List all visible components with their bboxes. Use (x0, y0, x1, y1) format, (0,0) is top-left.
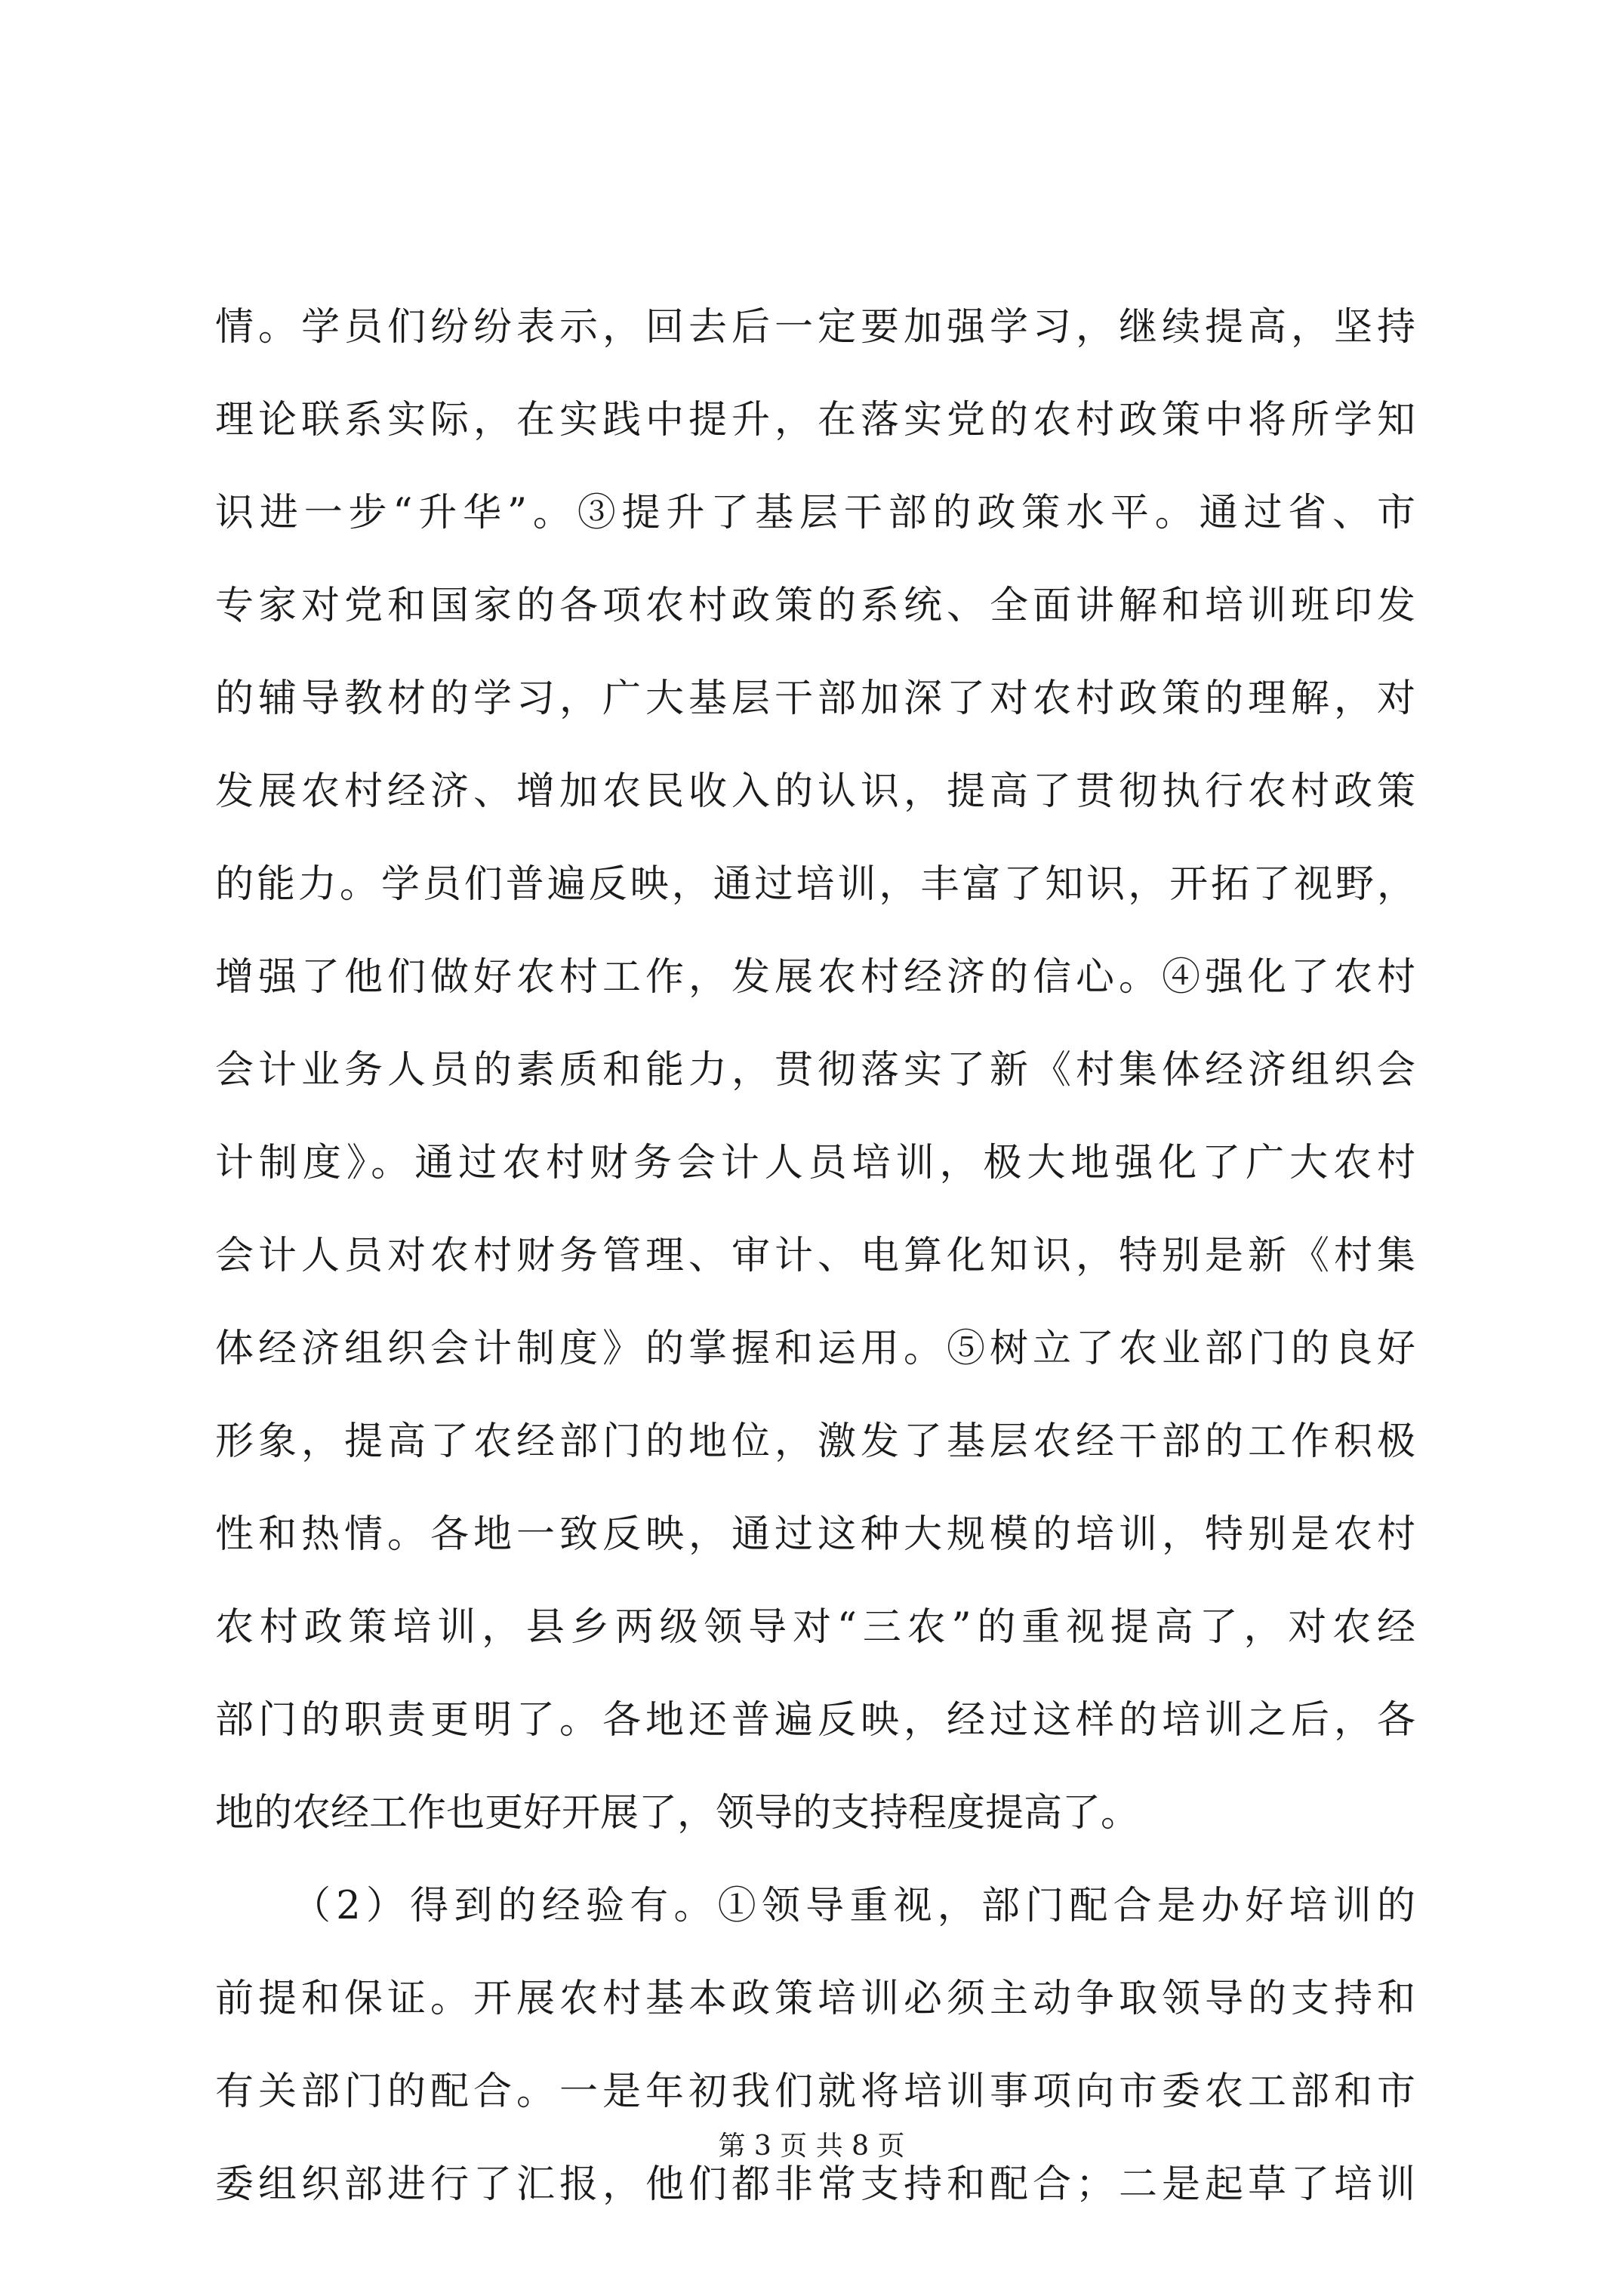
text-line: 增强了他们做好农村工作，发展农村经济的信心。④强化了农村 (215, 955, 1415, 1000)
text-line: 会计人员对农村财务管理、审计、电算化知识，特别是新《村集 (215, 1234, 1415, 1278)
text-line: 委组织部进行了汇报，他们都非常支持和配合；二是起草了培训 (215, 2162, 1415, 2207)
text-line: 部门的职责更明了。各地还普遍反映，经过这样的培训之后，各 (215, 1698, 1415, 1743)
text-line: 情。学员们纷纷表示，回去后一定要加强学习，继续提高，坚持 (215, 305, 1415, 350)
text-line: 计制度》。通过农村财务会计人员培训，极大地强化了广大农村 (215, 1141, 1415, 1185)
page-number-footer: 第 3 页 共 8 页 (718, 2131, 905, 2162)
text-line: 的能力。学员们普遍反映，通过培训，丰富了知识，开拓了视野， (215, 862, 1415, 907)
text-line: 农村政策培训，县乡两级领导对“三农”的重视提高了，对农经 (215, 1605, 1415, 1650)
text-line: 性和热情。各地一致反映，通过这种大规模的培训，特别是农村 (215, 1512, 1415, 1557)
body-text (215, 281, 1415, 2231)
paragraph-start-line: （2）得到的经验有。①领导重视，部门配合是办好培训的 (292, 1884, 1415, 1928)
text-line: 体经济组织会计制度》的掌握和运用。⑤树立了农业部门的良好 (215, 1327, 1415, 1371)
text-line: 的辅导教材的学习，广大基层干部加深了对农村政策的理解，对 (215, 676, 1415, 721)
text-line: 前提和保证。开展农村基本政策培训必须主动争取领导的支持和 (215, 1977, 1415, 2021)
text-line: 有关部门的配合。一是年初我们就将培训事项向市委农工部和市 (215, 2069, 1415, 2114)
text-line: 理论联系实际，在实践中提升，在落实党的农村政策中将所学知 (215, 398, 1415, 442)
paragraph-end-line: 地的农经工作也更好开展了，领导的支持程度提高了。 (215, 1791, 1140, 1835)
text-line: 专家对党和国家的各项农村政策的系统、全面讲解和培训班印发 (215, 584, 1415, 628)
text-line: 形象，提高了农经部门的地位，激发了基层农经干部的工作积极 (215, 1419, 1415, 1464)
text-line: 会计业务人员的素质和能力，贯彻落实了新《村集体经济组织会 (215, 1048, 1415, 1093)
text-line: 发展农村经济、增加农民收入的认识，提高了贯彻执行农村政策 (215, 769, 1415, 814)
text-line: 识进一步“升华”。③提升了基层干部的政策水平。通过省、市 (215, 491, 1415, 535)
